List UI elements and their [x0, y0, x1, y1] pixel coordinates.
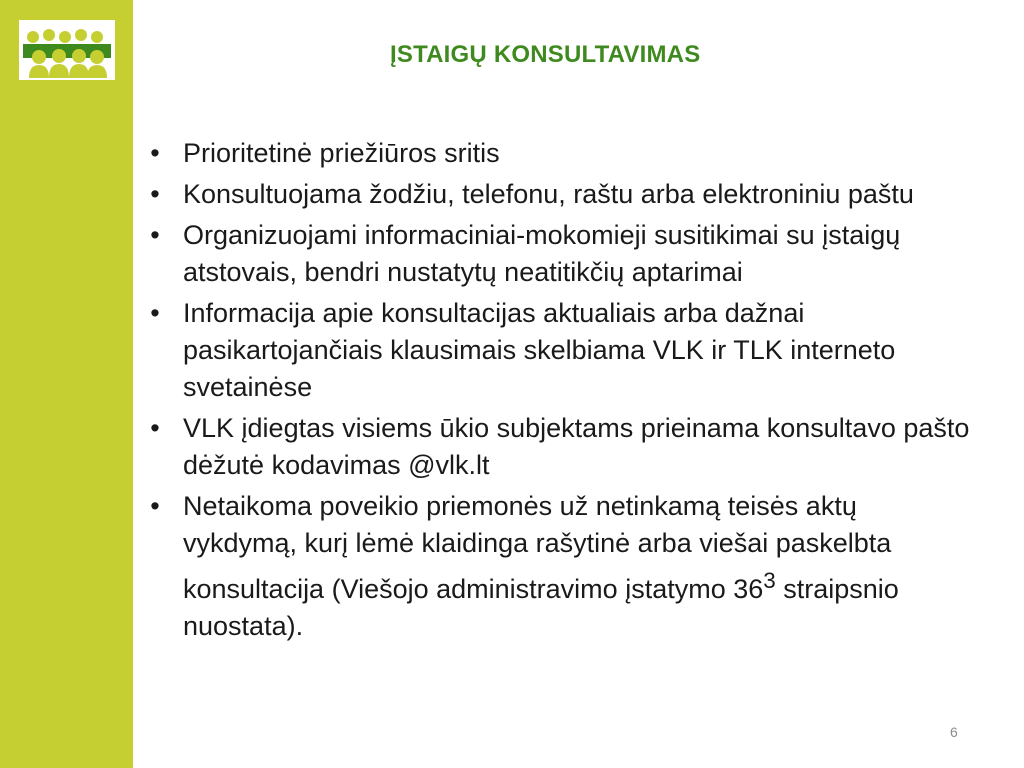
bullet-marker: • — [150, 138, 160, 168]
bullet-text: Konsultuojama žodžiu, telefonu, raštu arba elektroniniu paštu — [183, 179, 914, 209]
bullet-text: Prioritetinė priežiūros sritis — [183, 138, 500, 168]
bullet-text: Informacija apie konsultacijas aktualiais arba dažnai pasikartojančiais klausimais skelbiama VLK ir TLK interneto svetainėse — [183, 298, 896, 402]
bullet-list — [145, 135, 975, 649]
bullet-marker: • — [150, 298, 160, 328]
page-number: 6 — [950, 724, 958, 740]
slide-title: ĮSTAIGŲ KONSULTAVIMAS — [390, 41, 701, 68]
bullet-marker: • — [150, 413, 160, 443]
bullet-item — [145, 176, 975, 213]
bullet-marker: • — [150, 220, 160, 250]
bullet-item — [145, 410, 975, 484]
bullet-text: Organizuojami informaciniai-mokomieji susitikimai su įstaigų atstovais, bendri nustatytų neatitikčių aptarimai — [183, 220, 901, 287]
bullet-text: VLK įdiegtas visiems ūkio subjektams prieinama konsultavo pašto dėžutė kodavimas @vlk.lt — [183, 413, 970, 480]
bullet-item — [145, 135, 975, 172]
side-bar — [0, 0, 133, 768]
people-group-logo-icon — [19, 20, 115, 80]
bullet-item — [145, 295, 975, 406]
bullet-item — [145, 488, 975, 645]
bullet-superscript: 3 — [763, 568, 776, 593]
bullet-marker: • — [150, 179, 160, 209]
bullet-item — [145, 217, 975, 291]
bullet-text: Netaikoma poveikio priemonės už netinkamą teisės aktų vykdymą, kurį lėmė klaidinga rašytinė arba viešai paskelbta konsultacija (Viešojo administravimo įstatymo 36 — [183, 491, 892, 604]
bullet-text-tail: straipsnio nuostata). — [183, 574, 899, 641]
bullet-marker: • — [150, 491, 160, 521]
